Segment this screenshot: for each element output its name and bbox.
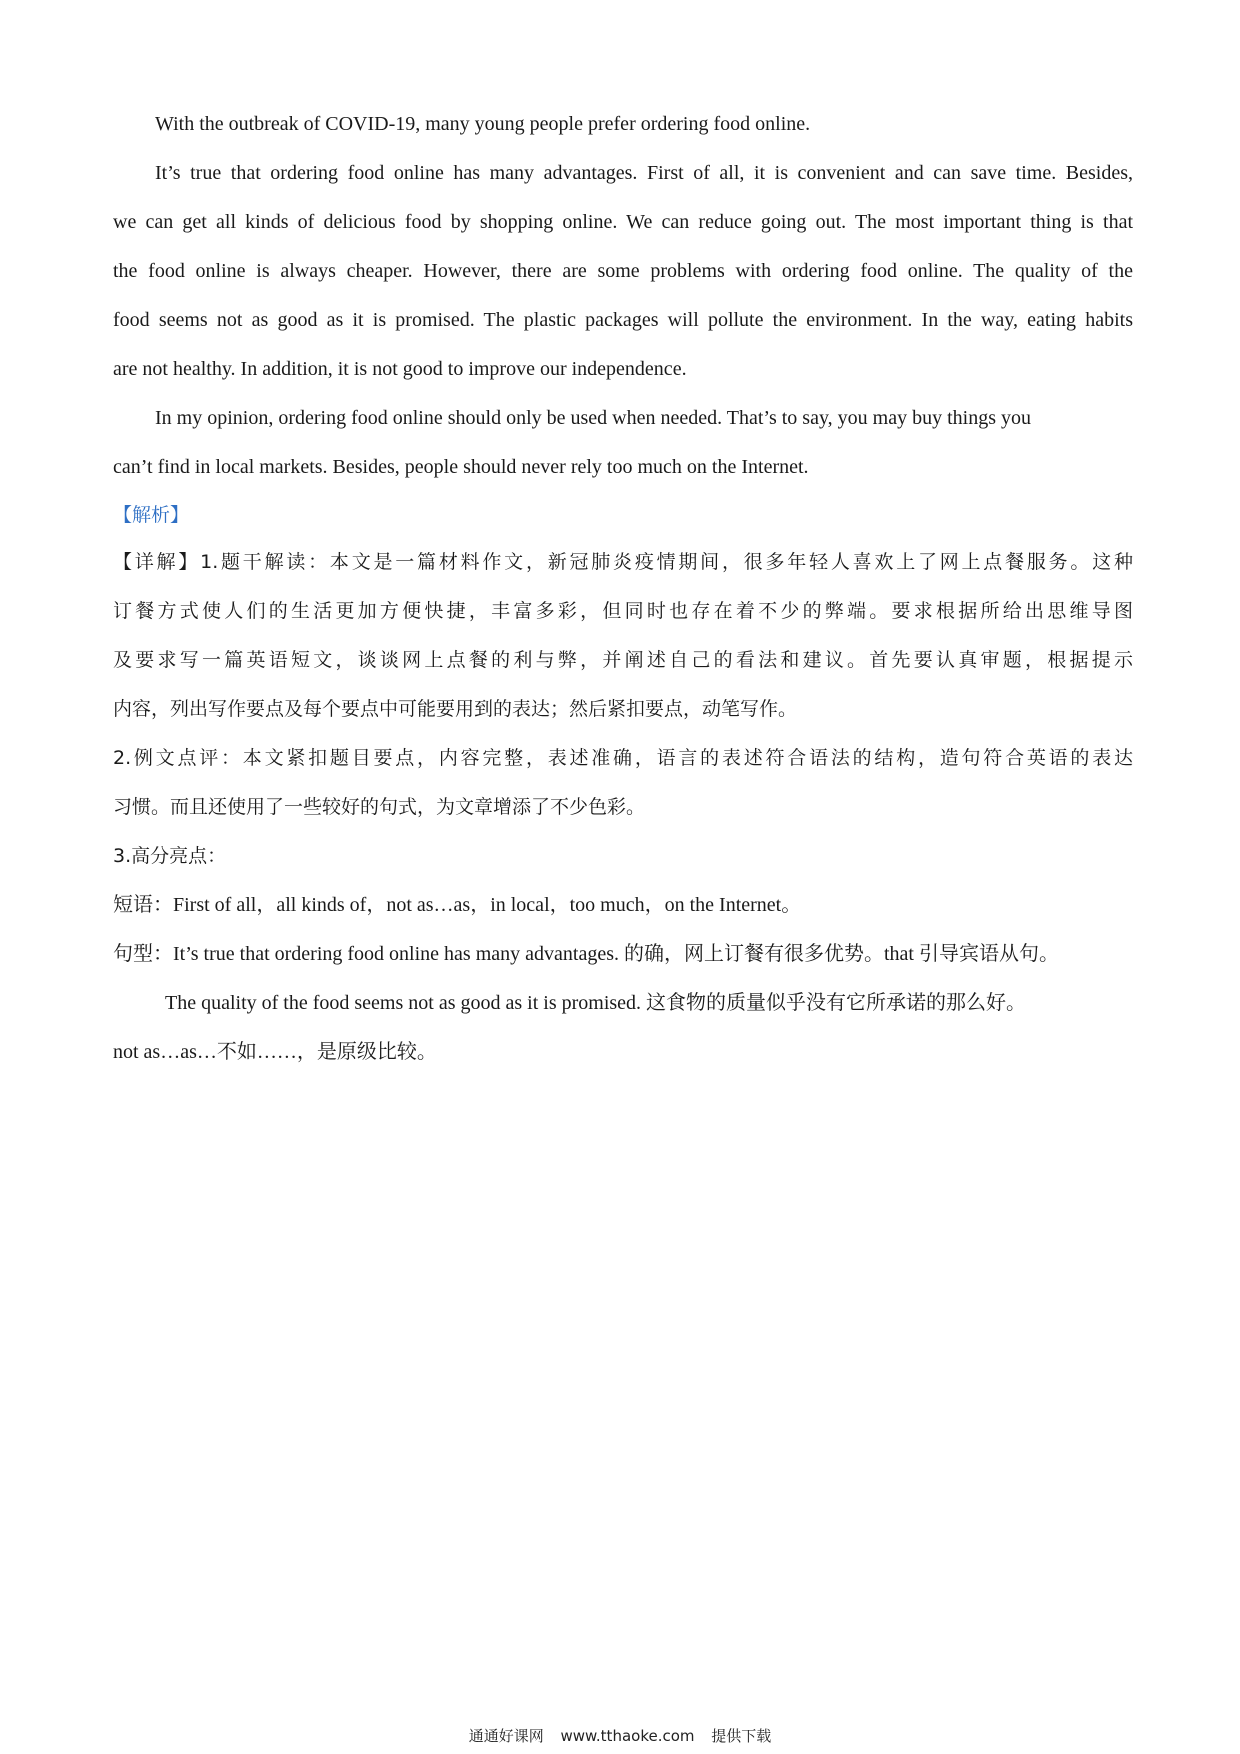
analysis-highlights-heading: 3.高分亮点： [113, 845, 227, 867]
essay-p2-line-5: are not healthy. In addition, it is not good to improve our independence. [113, 358, 687, 380]
essay-paragraph-1: With the outbreak of COVID-19, many young people prefer ordering food online. [155, 113, 811, 135]
analysis-d1-line-2: 订餐方式使人们的生活更加方便快捷，丰富多彩，但同时也存在着不少的弊端。要求根据所给出思维导图 [113, 600, 1133, 622]
analysis-d1-line-1: 【详解】1.题干解读：本文是一篇材料作文，新冠肺炎疫情期间，很多年轻人喜欢上了网上点餐服务。这种 [113, 551, 1133, 573]
essay-p2-line-3: the food online is always cheaper. However, there are some problems with ordering food online. The quality of the [113, 260, 1133, 282]
analysis-sentence-1: 句型：It’s true that ordering food online has many advantages. 的确，网上订餐有很多优势。that 引导宾语从句。 [113, 943, 1059, 965]
essay-p3-line-1: In my opinion, ordering food online should only be used when needed. That’s to say, you may buy things you [155, 407, 1031, 429]
analysis-detail-1 [113, 538, 1133, 734]
analysis-sentence-2: The quality of the food seems not as good as it is promised. 这食物的质量似乎没有它所承诺的那么好。 [165, 992, 1027, 1014]
essay-p2-line-2: we can get all kinds of delicious food by shopping online. We can reduce going out. The most important thing is that [113, 211, 1133, 233]
analysis-d1-line-3: 及要求写一篇英语短文，谈谈网上点餐的利与弊，并阐述自己的看法和建议。首先要认真审题，根据提示 [113, 649, 1133, 671]
analysis-d1-line-4: 内容，列出写作要点及每个要点中可能要用到的表达；然后紧扣要点，动笔写作。 [113, 698, 798, 720]
analysis-phrases: 短语：First of all，all kinds of，not as…as，in local，too much，on the Internet。 [113, 894, 802, 916]
essay-paragraph-3 [113, 394, 1133, 492]
analysis-d2-line-2: 习惯。而且还使用了一些较好的句式，为文章增添了不少色彩。 [113, 796, 646, 818]
analysis-sentence-2-note: not as…as…不如……，是原级比较。 [113, 1041, 437, 1063]
page-footer [0, 1725, 1240, 1746]
document-body [113, 100, 1133, 1077]
essay-paragraph-2 [113, 149, 1133, 394]
essay-p2-line-1: It’s true that ordering food online has many advantages. First of all, it is convenient and can save time. Besides, [155, 162, 1133, 184]
footer-url[interactable]: www.tthaoke.com [560, 1727, 695, 1745]
analysis-tag: 【解析】 [113, 504, 190, 526]
essay-p3-line-2: can’t find in local markets. Besides, people should never rely too much on the Internet. [113, 456, 809, 478]
footer-action: 提供下载 [711, 1727, 772, 1745]
analysis-detail-2 [113, 734, 1133, 832]
essay-p2-line-4: food seems not as good as it is promised. The plastic packages will pollute the environment. In the way, eating habits [113, 309, 1133, 331]
analysis-d2-line-1: 2.例文点评：本文紧扣题目要点，内容完整，表述准确，语言的表述符合语法的结构，造句符合英语的表达 [113, 747, 1133, 769]
footer-site-name: 通通好课网 [468, 1727, 544, 1745]
